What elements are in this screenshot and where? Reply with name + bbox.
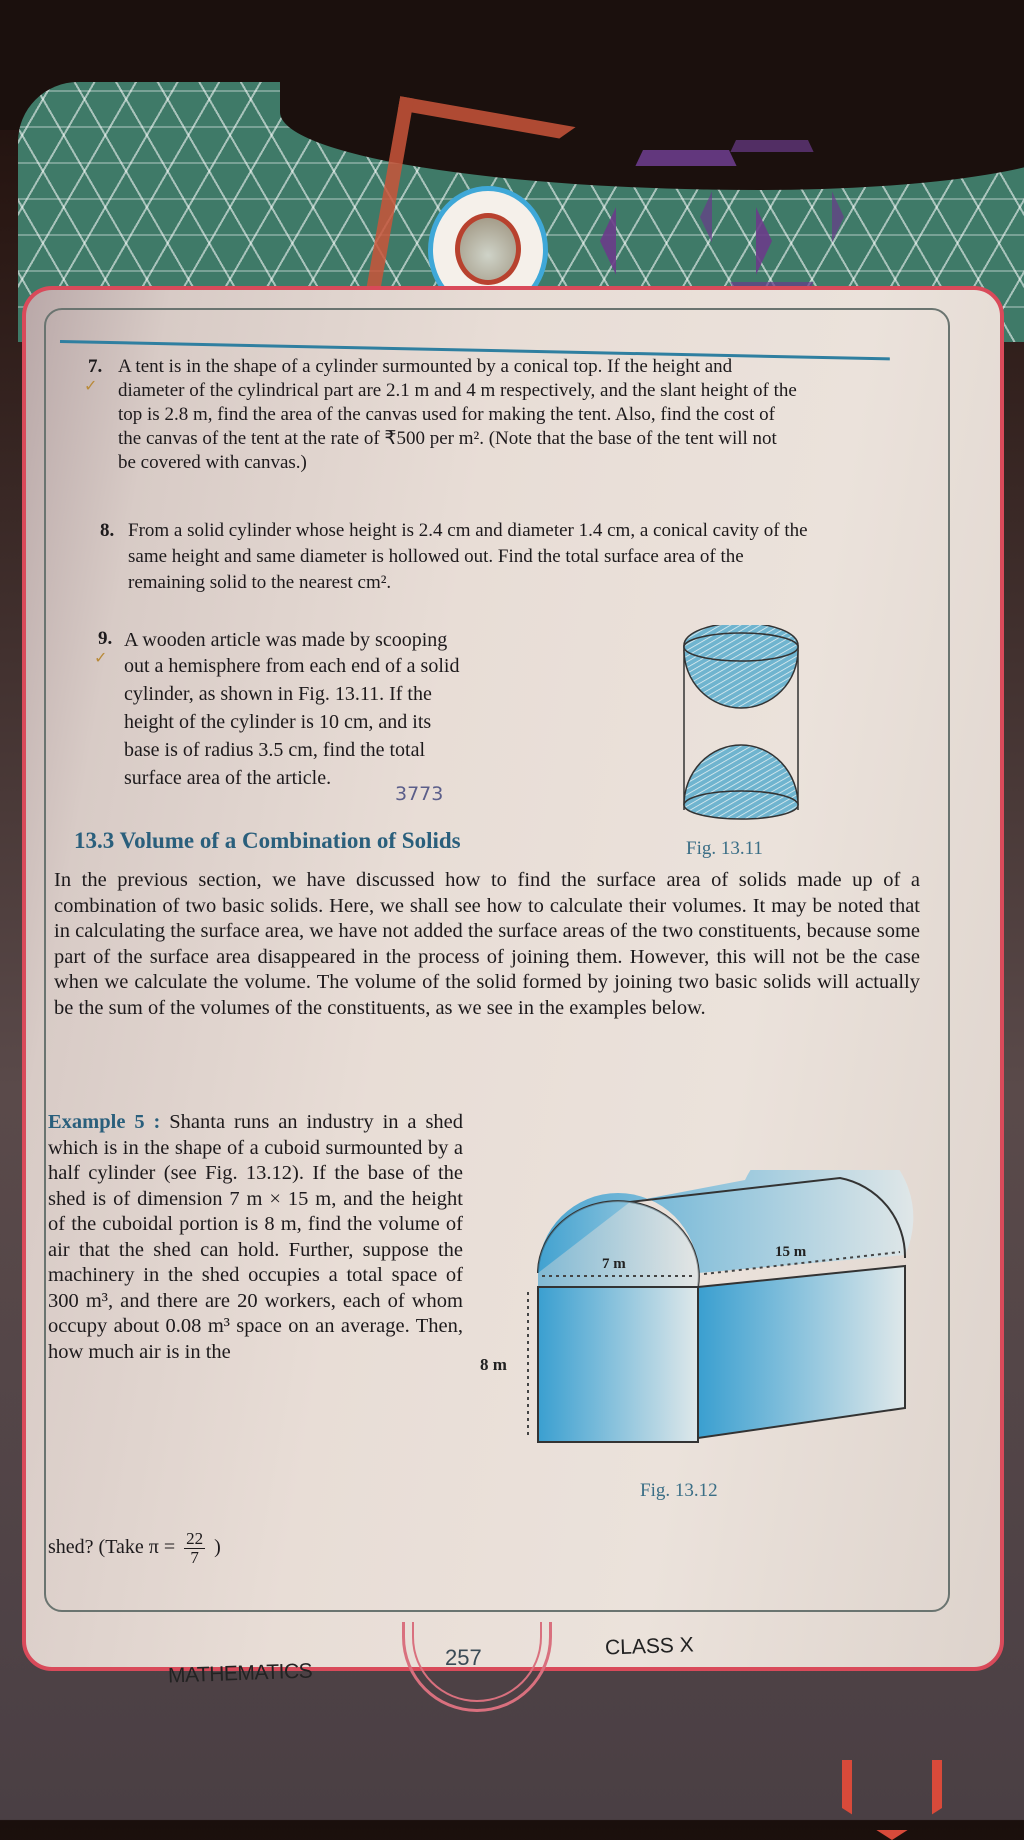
take-pi-line bbox=[48, 1530, 221, 1567]
exercise-line: cylinder, as shown in Fig. 13.11. If the bbox=[124, 683, 432, 705]
exercise-line: same height and same diameter is hollowed out. Find the total surface area of the bbox=[128, 546, 744, 567]
pi-fraction bbox=[184, 1530, 205, 1567]
take-pi-suffix: ) bbox=[214, 1536, 221, 1559]
exercise-line: From a solid cylinder whose height is 2.4 cm and diameter 1.4 cm, a conical cavity of the bbox=[128, 520, 808, 541]
exercise-number: 9. bbox=[98, 628, 113, 649]
label-width: 7 m bbox=[602, 1256, 626, 1272]
take-pi-prefix: shed? (Take π = bbox=[48, 1536, 176, 1559]
exercise-number: 7. bbox=[88, 356, 103, 377]
label-length: 15 m bbox=[775, 1244, 807, 1260]
pi-numerator: 22 bbox=[186, 1529, 204, 1548]
example-5 bbox=[48, 1110, 463, 1365]
example-label: Example 5 : bbox=[48, 1111, 161, 1133]
pen-tick-mark: ✓ bbox=[94, 650, 108, 667]
exercise-line: height of the cylinder is 10 cm, and its bbox=[124, 711, 432, 733]
figure-13-12-shed bbox=[480, 1170, 980, 1460]
example-text: Shanta runs an industry in a shed which is in the shape of a cuboid surmounted by a half cylinder (see Fig. 13.12). If the base of the shed is of dimension 7 m × 15 m, and the height of the cuboidal portion is 8 m, find the volume of air that the shed can hold. Further, suppose the machinery in the shed occupies a total space of 300 m³, and there are 20 workers, each of whom occupy about 0.08 m³ space on an average. Then, how much air is in the bbox=[48, 1111, 464, 1363]
exercise-line: diameter of the cylindrical part are 2.1 m and 4 m respectively, and the slant height of the bbox=[118, 380, 797, 401]
pen-tick-mark: ✓ bbox=[84, 378, 98, 395]
exercise-line: surface area of the article. bbox=[124, 767, 332, 789]
exercise-line: remaining solid to the nearest cm². bbox=[128, 572, 392, 593]
exercise-number: 8. bbox=[100, 520, 115, 541]
emblem-inner bbox=[455, 213, 521, 285]
section-title: 13.3 Volume of a Combination of Solids bbox=[74, 828, 461, 853]
exercise-line: base is of radius 3.5 cm, find the total bbox=[124, 739, 426, 761]
exercise-line: be covered with canvas.) bbox=[118, 452, 307, 473]
decorative-hexagon-bottom bbox=[842, 1760, 942, 1840]
exercise-line: A tent is in the shape of a cylinder surmounted by a conical top. If the height and bbox=[118, 356, 733, 377]
exercise-line: the canvas of the tent at the rate of ₹500 per m². (Note that the base of the tent will not bbox=[118, 428, 777, 449]
section-paragraph: In the previous section, we have discussed how to find the surface area of solids made up of a combination of two basic solids. Here, we shall see how to calculate their volumes. It may be noted that in calculating the surface area, we have not added the surface areas of the two constituents, because some part of the surface area disappeared in the process of joining them. However, this will not be the case when we calculate the volume. The volume of the solid formed by joining two basic solids will actually be the sum of the volumes of the constituents, as we see in the examples below. bbox=[54, 869, 920, 1019]
label-height: 8 m bbox=[480, 1355, 507, 1374]
figure-13-11-cylinder bbox=[670, 625, 810, 825]
exercise-line: top is 2.8 m, find the area of the canvas used for making the tent. Also, find the cost of bbox=[118, 404, 775, 425]
pi-denominator: 7 bbox=[190, 1548, 199, 1567]
exercise-line: out a hemisphere from each end of a solid bbox=[124, 655, 460, 677]
handwritten-note: 3773 bbox=[395, 783, 444, 805]
footer-subject: MATHEMATICS bbox=[167, 1659, 313, 1688]
footer-class: CLASS X bbox=[604, 1633, 695, 1660]
figure-13-12-caption: Fig. 13.12 bbox=[640, 1480, 718, 1501]
footer-page-number: 257 bbox=[445, 1645, 482, 1670]
exercise-line: A wooden article was made by scooping bbox=[124, 629, 448, 651]
figure-13-11-caption: Fig. 13.11 bbox=[686, 838, 763, 859]
